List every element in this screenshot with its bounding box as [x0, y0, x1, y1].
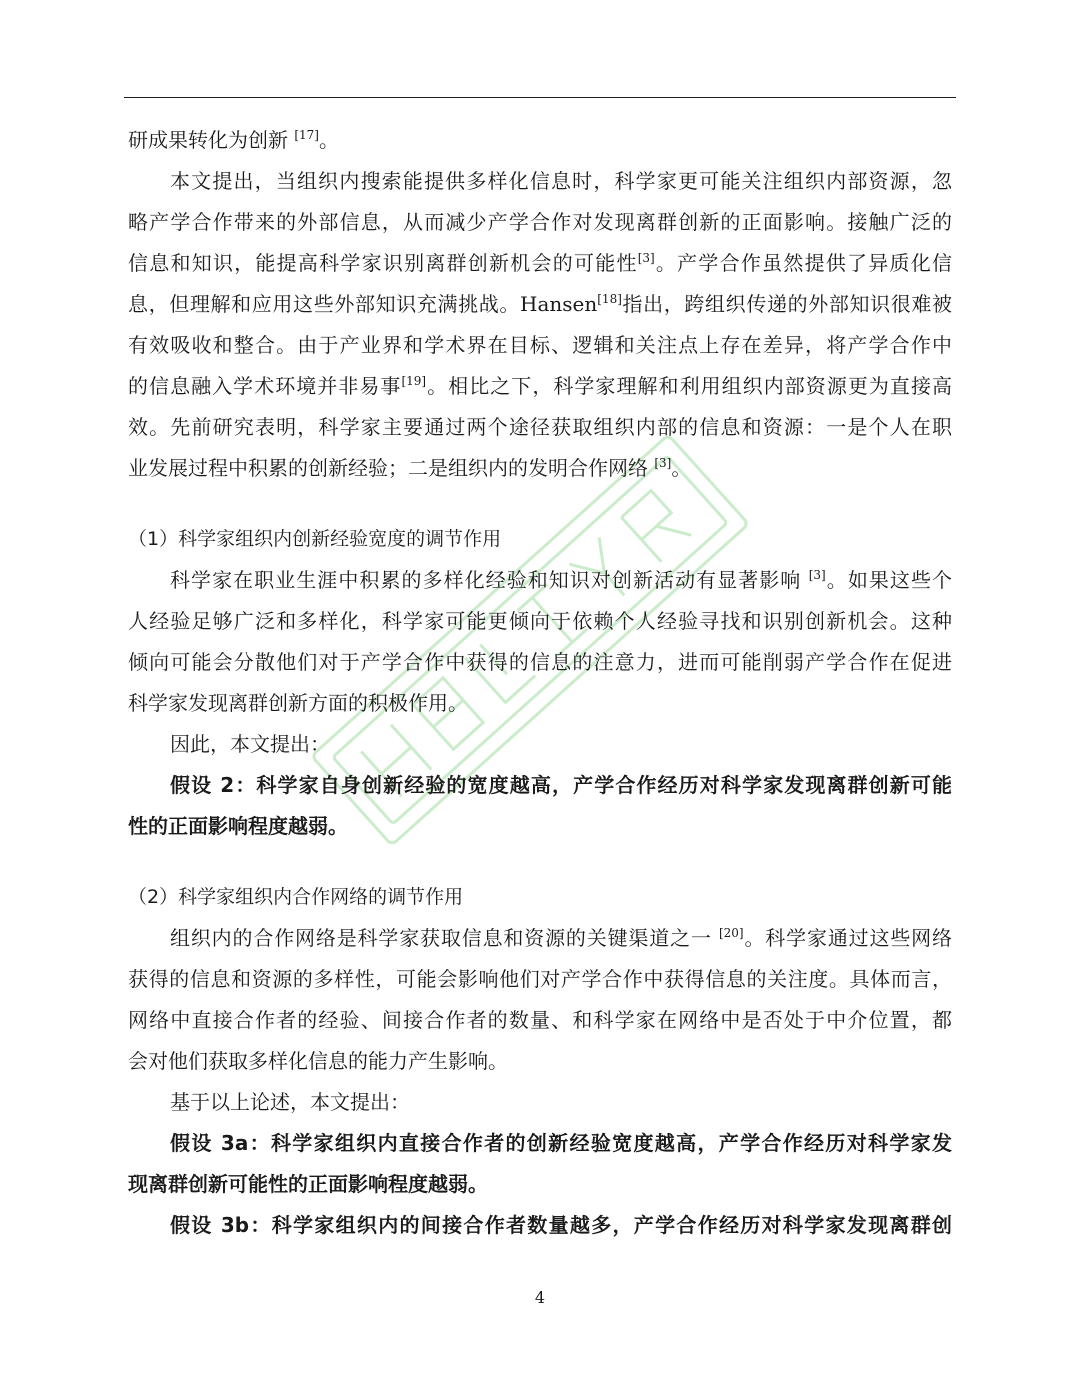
text-segment: 基于以上论述，本文提出： — [170, 1090, 410, 1114]
section-heading — [128, 519, 952, 560]
text-segment: 。相比之下，科学家理解和利用组织内部资源更为直接高 — [426, 374, 952, 398]
text-line — [128, 1041, 952, 1082]
text-segment: 指出，跨组织传递的外部知识很难被 — [621, 292, 952, 316]
text-segment: 。 — [319, 128, 339, 152]
text-segment: 倾向可能会分散他们对于产学合作中获得的信息的注意力，进而可能削弱产学合作在促进 — [128, 650, 952, 674]
text-segment: 会对他们获取多样化信息的能力产生影响。 — [128, 1049, 508, 1073]
text-line — [128, 601, 952, 642]
citation: [18] — [597, 292, 622, 306]
text-segment: 组织内的合作网络是科学家获取信息和资源的关键渠道之一 — [170, 926, 719, 950]
text-line — [128, 120, 952, 161]
hypothesis-line — [128, 1164, 952, 1205]
text-segment: 性的正面影响程度越弱。 — [128, 814, 348, 838]
text-line — [128, 1082, 952, 1123]
text-segment: 的信息融入学术环境并非易事 — [128, 374, 402, 398]
text-line — [128, 448, 952, 489]
text-segment: 。 — [671, 456, 692, 480]
hypothesis-line — [128, 765, 952, 806]
hypothesis-line — [128, 806, 952, 847]
text-line — [128, 407, 952, 448]
text-segment: 假设 3b：科学家组织内的间接合作者数量越多，产学合作经历对科学家发现离群创 — [170, 1213, 952, 1237]
text-segment: 网络中直接合作者的经验、间接合作者的数量、和科学家在网络中是否处于中介位置，都 — [128, 1008, 952, 1032]
text-segment: 科学家发现离群创新方面的积极作用。 — [128, 691, 468, 715]
body-text — [128, 120, 952, 1246]
text-segment: 科学家在职业生涯中积累的多样化经验和知识对创新活动有显著影响 — [170, 568, 809, 592]
text-line — [128, 959, 952, 1000]
text-segment: 人经验足够广泛和多样化，科学家可能更倾向于依赖个人经验寻找和识别创新机会。这种 — [128, 609, 952, 633]
citation: [19] — [401, 374, 427, 388]
text-segment: （1）科学家组织内创新经验宽度的调节作用 — [128, 528, 502, 550]
citation: [3] — [637, 251, 655, 265]
text-segment: 信息和知识，能提高科学家识别离群创新机会的可能性 — [128, 251, 638, 275]
text-segment: 。如果这些个 — [825, 568, 952, 592]
text-line — [128, 1000, 952, 1041]
text-line — [128, 366, 952, 407]
text-segment: 本文提出，当组织内搜索能提供多样化信息时，科学家更可能关注组织内部资源，忽 — [170, 169, 952, 193]
text-segment: 略产学合作带来的外部信息，从而减少产学合作对发现离群创新的正面影响。接触广泛的 — [128, 210, 952, 234]
text-line — [128, 161, 952, 202]
citation: [3] — [654, 456, 672, 470]
text-line — [128, 683, 952, 724]
text-segment: 因此，本文提出： — [170, 732, 330, 756]
text-line — [128, 325, 952, 366]
text-segment: 假设 2：科学家自身创新经验的宽度越高，产学合作经历对科学家发现离群创新可能 — [170, 773, 952, 797]
text-segment: 。科学家通过这些网络 — [743, 926, 952, 950]
text-segment: 有效吸收和整合。由于产业界和学术界在目标、逻辑和关注点上存在差异，将产学合作中 — [128, 333, 952, 357]
citation: [17] — [294, 128, 319, 142]
text-segment: （2）科学家组织内合作网络的调节作用 — [128, 886, 464, 908]
text-line — [128, 284, 952, 325]
header-rule — [124, 97, 956, 98]
text-line — [128, 202, 952, 243]
text-segment: 获得的信息和资源的多样性，可能会影响他们对产学合作中获得信息的关注度。具体而言， — [128, 967, 952, 991]
text-segment: 研成果转化为创新 — [128, 128, 295, 152]
text-segment: 业发展过程中积累的创新经验；二是组织内的发明合作网络 — [128, 456, 655, 480]
section-heading — [128, 877, 952, 918]
text-line — [128, 560, 952, 601]
citation: [20] — [718, 926, 744, 940]
page-number: 4 — [534, 1288, 546, 1307]
text-line — [128, 918, 952, 959]
text-segment: 效。先前研究表明，科学家主要通过两个途径获取组织内部的信息和资源：一是个人在职 — [128, 415, 952, 439]
text-line — [128, 642, 952, 683]
text-segment: 现离群创新可能性的正面影响程度越弱。 — [128, 1172, 488, 1196]
text-segment: 假设 3a：科学家组织内直接合作者的创新经验宽度越高，产学合作经历对科学家发 — [170, 1131, 952, 1155]
hypothesis-line — [128, 1123, 952, 1164]
text-segment: 息，但理解和应用这些外部知识充满挑战。Hansen — [128, 292, 598, 316]
citation: [3] — [808, 568, 826, 582]
hypothesis-line — [128, 1205, 952, 1246]
text-line — [128, 243, 952, 284]
text-segment: 。产学合作虽然提供了异质化信 — [654, 251, 952, 275]
text-line — [128, 724, 952, 765]
